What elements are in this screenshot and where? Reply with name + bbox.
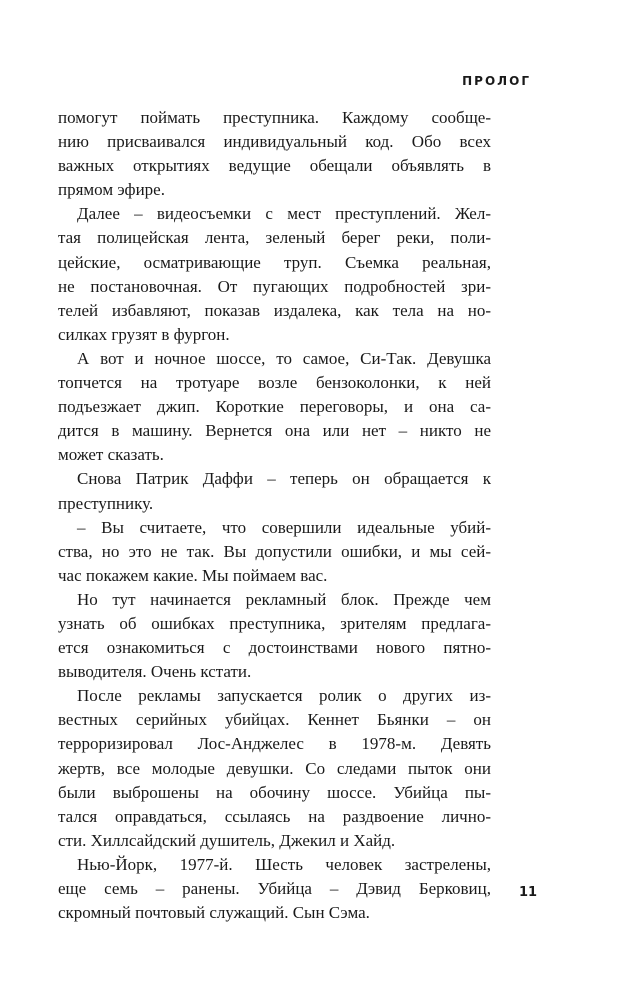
text-line: А вот и ночное шоссе, то самое, Си-Так. Девушка: [77, 348, 491, 368]
text-line: может сказать.: [58, 445, 164, 465]
text-line: сти. Хиллсайдский душитель, Джекил и Хайд.: [58, 830, 396, 850]
text-line: важных открытиях ведущие обещали объявлять в: [58, 156, 491, 176]
text-line: прямом эфире.: [58, 180, 165, 200]
text-line: подъезжает джип. Короткие переговоры, и она са-: [58, 397, 491, 417]
text-line: час покажем какие. Мы поймаем вас.: [58, 565, 328, 585]
text-line: Но тут начинается рекламный блок. Прежде чем: [77, 589, 491, 609]
text-line: узнать об ошибках преступника, зрителям предлага-: [58, 613, 491, 633]
running-head: ПРОЛОГ: [462, 74, 531, 88]
text-line: вестных серийных убийцах. Кеннет Бьянки – он: [58, 710, 491, 730]
text-line: терроризировал Лос-Анджелес в 1978-м. Девять: [58, 734, 491, 754]
text-line: силках грузят в фургон.: [58, 324, 230, 344]
text-line: жертв, все молодые девушки. Со следами пыток они: [58, 758, 491, 778]
text-line: преступнику.: [58, 493, 154, 513]
text-line: Нью-Йорк, 1977-й. Шесть человек застрелены,: [77, 854, 491, 874]
text-line: выводителя. Очень кстати.: [58, 662, 252, 682]
text-line: ется ознакомиться с достоинствами нового пятно-: [58, 638, 491, 658]
text-line: скромный почтовый служащий. Сын Сэма.: [58, 903, 370, 923]
text-line: Далее – видеосъемки с мест преступлений. Жел-: [77, 204, 491, 224]
text-line: телей избавляют, показав издалека, как тела на но-: [58, 300, 491, 320]
text-line: цейские, осматривающие труп. Съемка реальная,: [58, 252, 491, 272]
text-line: были выброшены на обочину шоссе. Убийца пы-: [58, 782, 491, 802]
page-number: 11: [519, 885, 538, 900]
text-line: нию присваивался индивидуальный код. Обо всех: [58, 132, 491, 152]
text-line: тался оправдаться, ссылаясь на раздвоение лично-: [58, 806, 491, 826]
text-line: помогут поймать преступника. Каждому сообще-: [58, 108, 491, 127]
text-line: дится в машину. Вернется она или нет – никто не: [58, 421, 491, 441]
text-line: еще семь – ранены. Убийца – Дэвид Берковиц,: [58, 879, 491, 898]
body-text: [58, 106, 491, 925]
text-line: ства, но это не так. Вы допустили ошибки, и мы сей-: [58, 541, 491, 561]
text-line: не постановочная. От пугающих подробностей зри-: [58, 276, 491, 296]
text-line: – Вы считаете, что совершили идеальные убий-: [77, 517, 491, 537]
text-line: Снова Патрик Даффи – теперь он обращается к: [77, 469, 491, 489]
text-line: тая полицейская лента, зеленый берег реки, поли-: [58, 228, 491, 248]
text-line: После рекламы запускается ролик о других из-: [77, 686, 491, 706]
text-line: топчется на тротуаре возле бензоколонки, к ней: [58, 373, 491, 393]
